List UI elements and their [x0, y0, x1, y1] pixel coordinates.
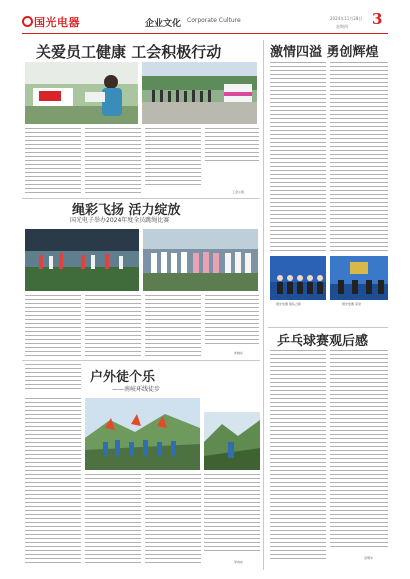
body-text	[145, 128, 201, 188]
body-text	[204, 474, 260, 554]
section-name: 企业文化	[145, 19, 182, 29]
photo-caption: 国光电器 荣誉	[342, 302, 361, 306]
body-text	[270, 62, 326, 252]
body-text	[205, 128, 259, 164]
body-text	[330, 62, 388, 252]
photo-health-queue	[142, 62, 257, 124]
photo-caption: 国光电器 团队合影	[276, 302, 301, 306]
body-text	[85, 295, 141, 357]
article-subtitle-rope: 国光电子举办2024年度全员跳绳比赛	[70, 217, 170, 224]
body-text	[270, 350, 326, 560]
article-author: 朱晓东	[234, 351, 244, 355]
article-title-health: 关爱员工健康 工会积极行动	[36, 43, 222, 61]
photo-hiking-group	[85, 398, 200, 470]
logo-text: 国光电器	[34, 16, 80, 29]
section-divider	[268, 327, 388, 328]
body-text	[85, 474, 141, 564]
body-text	[330, 350, 388, 550]
column-divider	[263, 40, 264, 570]
page-header	[0, 0, 410, 40]
photo-passion-award	[330, 256, 388, 300]
body-text	[25, 398, 81, 564]
body-text	[25, 128, 81, 194]
photo-passion-team	[270, 256, 326, 300]
article-subtitle-hiking: ——南岐环线徒步	[112, 386, 161, 393]
body-text	[25, 364, 81, 392]
article-title-rope: 绳彩飞扬 活力绽放	[72, 203, 181, 218]
header-rule	[22, 33, 388, 34]
page-number: 3	[372, 10, 383, 28]
photo-health-checkup	[25, 62, 138, 124]
article-author: 李向东	[234, 560, 244, 564]
body-text	[25, 295, 81, 357]
issue-weekday: 星期四	[336, 24, 348, 29]
article-title-passion: 激情四溢 勇创辉煌	[270, 45, 379, 60]
photo-rope-contest	[25, 229, 139, 291]
body-text	[145, 474, 201, 564]
article-author: 吴明华	[364, 556, 374, 560]
body-text	[85, 128, 141, 194]
logo-icon	[22, 16, 33, 27]
photo-rope-group	[143, 229, 258, 291]
section-divider	[22, 360, 260, 361]
issue-date: 2024年11月28日	[330, 16, 363, 21]
body-text	[145, 295, 201, 357]
newspaper-logo	[22, 14, 80, 30]
body-text	[205, 295, 259, 347]
photo-hiking-mountain	[204, 412, 260, 470]
article-author: 工会小组	[232, 190, 245, 194]
article-title-hiking: 户外徒个乐	[90, 370, 156, 385]
article-title-pingpong: 乒乓球赛观后感	[277, 334, 369, 349]
section-name-en: Corporate Culture	[187, 17, 241, 24]
